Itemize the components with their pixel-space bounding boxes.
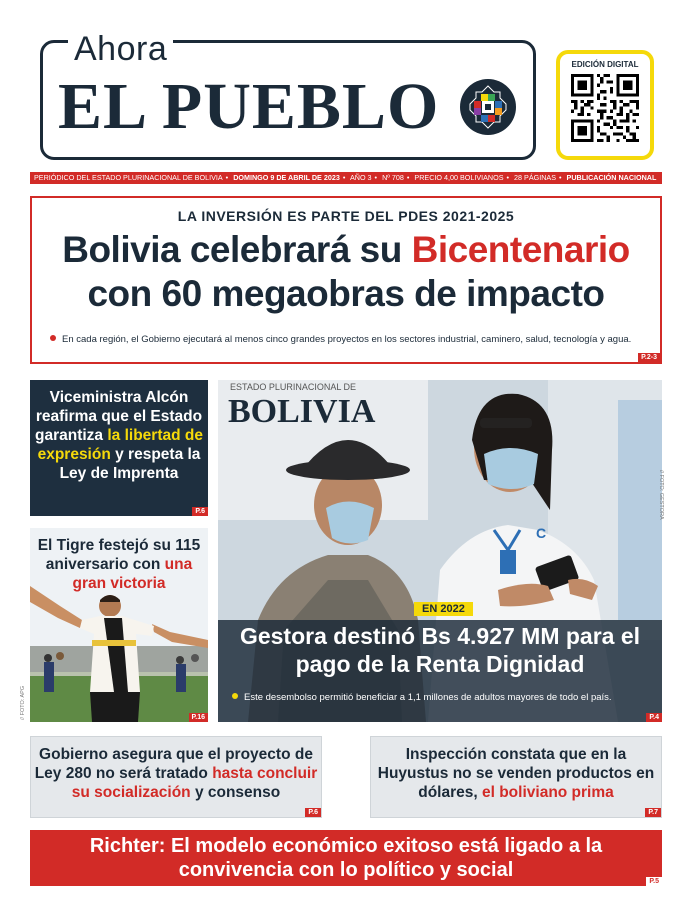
alcon-text-1: Viceministra Alcón reafirma que el Estado garantiza bbox=[35, 389, 203, 444]
story-huyustus[interactable] bbox=[370, 736, 662, 818]
main-subtitle-text: En cada región, el Gobierno ejecutará al menos cinco grandes proyectos en los sectores industrial, caminero, salud, tecnología y agua. bbox=[62, 334, 632, 345]
gestora-subtitle-text: Este desembolso permitió beneficiar a 1,1 millones de adultos mayores de todo el país. bbox=[244, 692, 612, 703]
ley280-text-1: Gobierno asegura que el proyecto de Ley 280 no será tratado bbox=[34, 746, 313, 782]
story-tigre-headline bbox=[30, 536, 208, 593]
masthead-title: EL PUEBLO bbox=[58, 70, 440, 143]
alcon-text-highlight: la libertad de expresión bbox=[37, 427, 203, 463]
digital-edition-box[interactable] bbox=[556, 50, 654, 160]
bullet-icon bbox=[50, 335, 56, 341]
gestora-photo-credit: // FOTO: GESTORA bbox=[658, 470, 664, 520]
bullet-icon bbox=[232, 693, 238, 699]
huyustus-headline bbox=[371, 745, 661, 802]
ley280-headline bbox=[31, 745, 321, 802]
main-story[interactable] bbox=[30, 196, 662, 364]
main-page-ref[interactable]: P.2-3 bbox=[638, 353, 660, 362]
digital-edition-label: EDICIÓN DIGITAL bbox=[571, 60, 639, 69]
ley280-text-2: y consenso bbox=[190, 784, 281, 801]
richter-headline: Richter: El modelo económico exitoso está ligado a la convivencia con lo político y social bbox=[89, 835, 603, 881]
info-anio: AÑO 3 bbox=[349, 173, 372, 182]
svg-text:C: C bbox=[536, 525, 547, 541]
story-alcon[interactable] bbox=[30, 380, 208, 516]
gestora-subtitle bbox=[232, 692, 612, 703]
richter-page-ref[interactable]: P.5 bbox=[646, 877, 662, 886]
main-headline-red: Bicentenario bbox=[411, 229, 630, 270]
huyustus-text-1: Inspección constata que en la Huyustus no se venden productos en dólares, bbox=[377, 746, 655, 801]
story-alcon-headline bbox=[30, 388, 208, 483]
sign-text-1: ESTADO PLURINACIONAL DE bbox=[230, 382, 357, 392]
main-headline[interactable] bbox=[32, 228, 660, 316]
main-headline-part1: Bolivia celebrará su bbox=[62, 229, 412, 270]
huyustus-page-ref[interactable]: P.7 bbox=[645, 808, 661, 817]
alcon-page-ref[interactable]: P.6 bbox=[192, 507, 208, 516]
gestora-tag: EN 2022 bbox=[414, 602, 473, 616]
story-ley280[interactable] bbox=[30, 736, 322, 818]
info-bar: PERIÓDICO DEL ESTADO PLURINACIONAL DE BOLIVIA • DOMINGO 9 DE ABRIL DE 2023 • AÑO 3 • Nº 708 • PRECIO 4,00 BOLIVIANOS • 28 PÁGINAS • PUBLICACIÓN NACIONAL bbox=[30, 172, 662, 184]
info-numero: Nº 708 bbox=[382, 173, 404, 182]
story-gestora[interactable] bbox=[218, 380, 662, 722]
main-kicker: LA INVERSIÓN ES PARTE DEL PDES 2021-2025 bbox=[177, 208, 515, 224]
info-precio: PRECIO 4,00 BOLIVIANOS bbox=[414, 173, 504, 182]
info-alcance: PUBLICACIÓN NACIONAL bbox=[566, 173, 657, 182]
chakana-logo-icon bbox=[459, 78, 517, 136]
gestora-headline[interactable]: Gestora destinó Bs 4.927 MM para el pago de la Renta Dignidad bbox=[239, 623, 641, 677]
gestora-page-ref[interactable]: P.4 bbox=[646, 713, 662, 722]
info-fecha: DOMINGO 9 DE ABRIL DE 2023 bbox=[233, 173, 340, 182]
alcon-text-2: y respeta la Ley de Imprenta bbox=[59, 446, 201, 482]
masthead-ahora: Ahora bbox=[68, 30, 173, 69]
info-paginas: 28 PÁGINAS bbox=[514, 173, 556, 182]
main-headline-part2: con 60 megaobras de impacto bbox=[87, 273, 605, 314]
ley280-page-ref[interactable]: P.6 bbox=[305, 808, 321, 817]
huyustus-text-red: el boliviano prima bbox=[481, 784, 614, 801]
story-tigre[interactable] bbox=[30, 528, 208, 722]
qr-code-icon[interactable] bbox=[571, 74, 639, 142]
tigre-text-1: El Tigre festejó su 115 aniversario con bbox=[37, 537, 201, 573]
tigre-text-red: una gran victoria bbox=[72, 556, 193, 592]
tigre-photo-credit: // FOTO: APG bbox=[20, 685, 26, 720]
ley280-text-red: hasta concluir su socialización bbox=[71, 765, 318, 801]
story-richter[interactable] bbox=[30, 830, 662, 886]
tigre-page-ref[interactable]: P.16 bbox=[189, 713, 209, 722]
main-subtitle bbox=[50, 334, 631, 345]
sign-text-2: BOLIVIA bbox=[228, 393, 376, 430]
info-periodico: PERIÓDICO DEL ESTADO PLURINACIONAL DE BOLIVIA bbox=[34, 173, 223, 182]
